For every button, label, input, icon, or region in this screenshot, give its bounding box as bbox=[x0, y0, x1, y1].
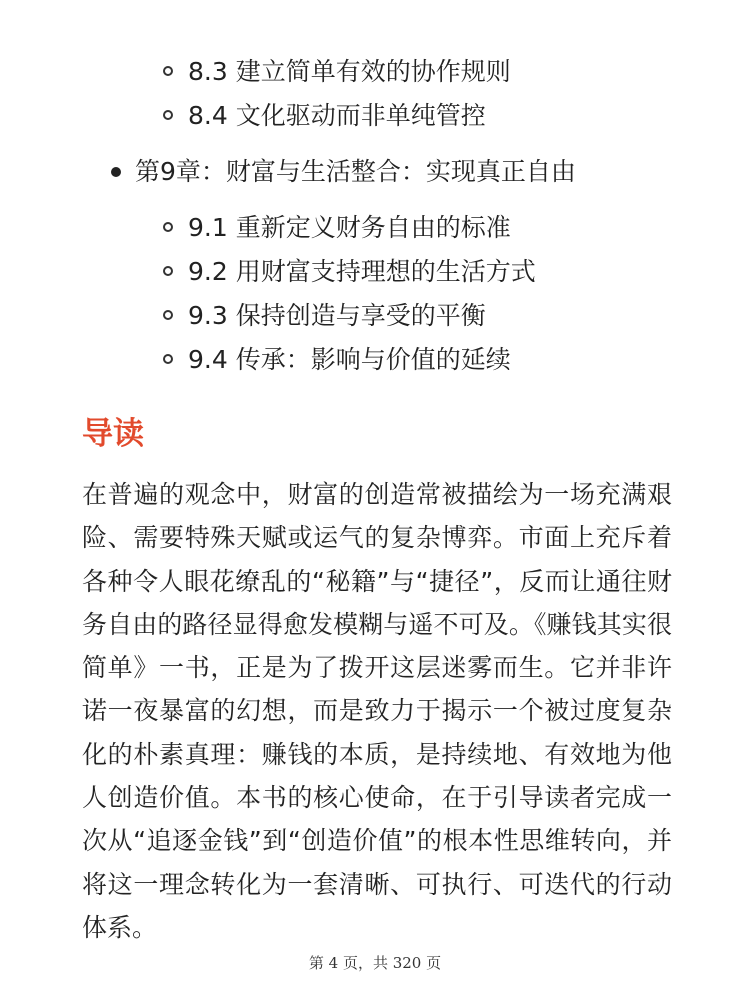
toc-item-label: 9.4 传承：影响与价值的延续 bbox=[188, 345, 511, 374]
filled-bullet-icon bbox=[111, 167, 121, 177]
intro-paragraph: 在普遍的观念中，财富的创造常被描绘为一场充满艰险、需要特殊天赋或运气的复杂博弈。市面上充斥着各种令人眼花缭乱的“秘籍”与“捷径”，反而让通往财务自由的路径显得愈发模糊与遥不可及。《赚钱其实很简单》一书，正是为了拨开这层迷雾而生。它并非许诺一夜暴富的幻想，而是致力于揭示一个被过度复杂化的朴素真理：赚钱的本质，是持续地、有效地为他人创造价值。本书的核心使命，在于引导读者完成一次从“追逐金钱”到“创造价值”的根本性思维转向，并将这一理念转化为一套清晰、可执行、可迭代的行动体系。 bbox=[82, 480, 672, 942]
hollow-bullet-icon bbox=[163, 222, 173, 232]
hollow-bullet-icon bbox=[163, 266, 173, 276]
toc-chapter-9[interactable] bbox=[135, 150, 576, 194]
page-number: 第 4 页，共 320 页 bbox=[308, 954, 442, 972]
toc-item-label: 8.3 建立简单有效的协作规则 bbox=[188, 57, 511, 86]
toc-item-8-4[interactable] bbox=[188, 94, 486, 138]
toc-item-label: 9.3 保持创造与享受的平衡 bbox=[188, 301, 486, 330]
toc-item-9-2[interactable] bbox=[188, 250, 536, 294]
hollow-bullet-icon bbox=[163, 310, 173, 320]
toc-item-9-1[interactable] bbox=[188, 206, 511, 250]
section-heading: 导读 bbox=[82, 416, 144, 452]
hollow-bullet-icon bbox=[163, 66, 173, 76]
toc-item-label: 8.4 文化驱动而非单纯管控 bbox=[188, 101, 486, 130]
toc-item-8-3[interactable] bbox=[188, 50, 511, 94]
toc-item-label: 9.2 用财富支持理想的生活方式 bbox=[188, 257, 536, 286]
toc-item-9-3[interactable] bbox=[188, 294, 486, 338]
toc-chapter-label: 第9章：财富与生活整合：实现真正自由 bbox=[135, 157, 576, 186]
toc-item-label: 9.1 重新定义财务自由的标准 bbox=[188, 213, 511, 242]
toc-item-9-4[interactable] bbox=[188, 338, 511, 382]
hollow-bullet-icon bbox=[163, 110, 173, 120]
hollow-bullet-icon bbox=[163, 354, 173, 364]
